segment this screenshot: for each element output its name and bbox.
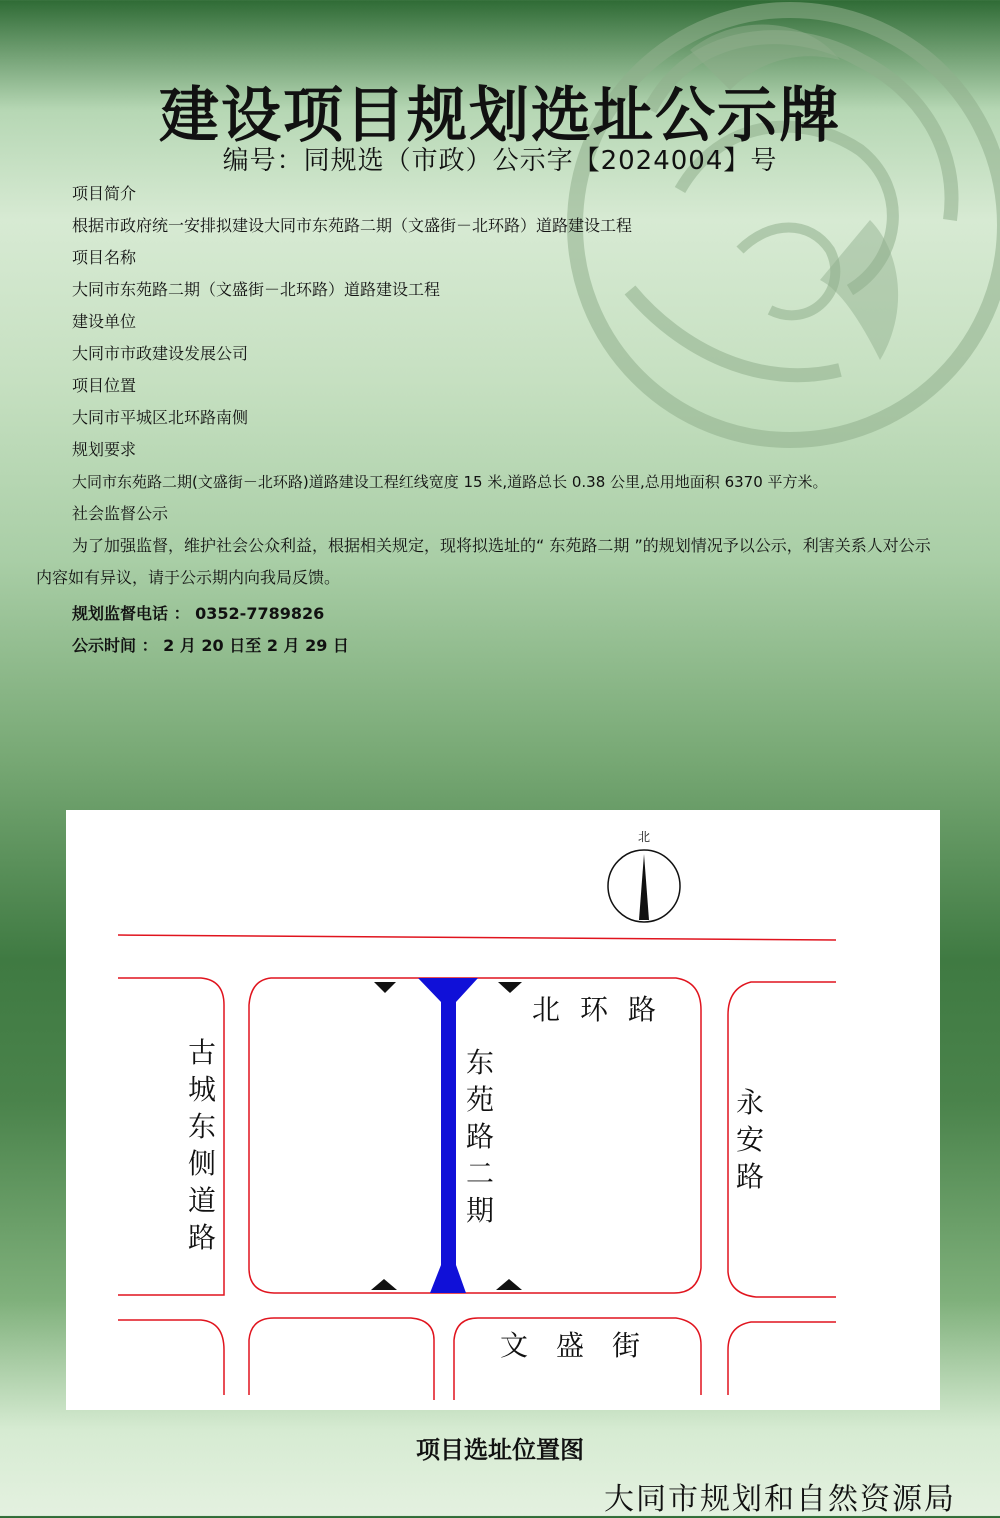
section-heading-unit: 建设单位 (72, 312, 137, 331)
road-line-top (118, 935, 836, 940)
road-line-right-lower (728, 1322, 836, 1395)
road-label-yongan (734, 1084, 766, 1195)
road-label-old-city-east (186, 1034, 218, 1256)
issuing-agency: 大同市规划和自然资源局 (604, 1482, 956, 1517)
section-text-unit: 大同市市政建设发展公司 (72, 344, 249, 363)
section-text-name: 大同市东苑路二期（文盛街－北环路）道路建设工程 (72, 280, 441, 299)
section-text-requirements: 大同市东苑路二期(文盛街－北环路)道路建设工程红线宽度 15 米,道路总长 0.38 公里,总用地面积 6370 平方米。 (72, 473, 828, 491)
road-label-wensheng: 文盛街 (500, 1329, 669, 1362)
arrow-top-left (374, 982, 396, 993)
road-label-north-ring: 北环路 (532, 993, 677, 1026)
arrow-bottom-left (371, 1279, 397, 1290)
arrow-top-right (498, 982, 522, 993)
page-title: 建设项目规划选址公示牌 (159, 81, 841, 151)
road-label-yongan-text: 永安路 (735, 1086, 764, 1193)
lower-block-left (249, 1318, 434, 1400)
section-text-supervision: 为了加强监督，维护社会公众利益，根据相关规定，现将拟选址的“ 东苑路二期 ”的规划情况予以公示，利害关系人对公示内容如有异议，请于公示期内向我局反馈。 (36, 536, 931, 587)
map-caption: 项目选址位置图 (416, 1436, 584, 1464)
section-heading-name: 项目名称 (72, 248, 137, 267)
road-label-project-text: 东苑路二期 (465, 1046, 494, 1227)
road-label-project (464, 1044, 496, 1229)
section-heading-supervision: 社会监督公示 (72, 504, 169, 523)
section-heading-location: 项目位置 (72, 376, 137, 395)
contact-phone: 规划监督电话 ： 0352-7789826 (72, 604, 325, 623)
section-heading-requirements: 规划要求 (72, 440, 137, 459)
public-period: 公示时间 ： 2 月 20 日至 2 月 29 日 (72, 636, 349, 655)
arrow-bottom-right (496, 1279, 522, 1290)
document-code: 编号：同规选（市政）公示字【2024004】号 (222, 146, 778, 176)
section-text-location: 大同市平城区北环路南侧 (72, 408, 249, 427)
section-heading-intro: 项目简介 (72, 184, 137, 203)
project-info (36, 178, 977, 662)
north-label: 北 (638, 830, 651, 844)
section-text-intro: 根据市政府统一安排拟建设大同市东苑路二期（文盛街－北环路）道路建设工程 (72, 216, 633, 235)
road-label-old-city-east-text: 古城东侧道路 (187, 1036, 216, 1254)
road-line-left-lower (118, 1320, 224, 1395)
location-map (66, 810, 940, 1410)
